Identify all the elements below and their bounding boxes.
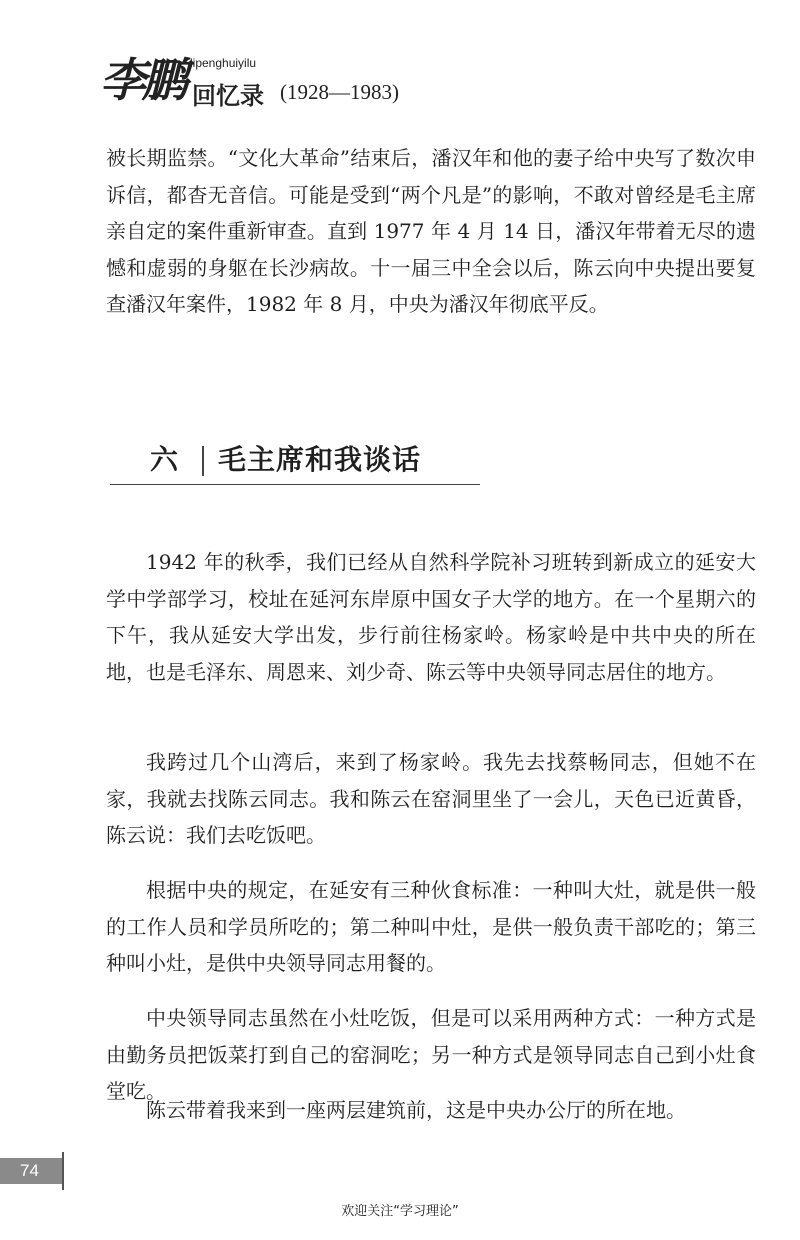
page-number-box	[0, 1158, 62, 1184]
book-years: (1928—1983)	[280, 80, 399, 104]
page-number-rule	[62, 1152, 64, 1190]
author-signature: 李鹏	[100, 53, 184, 107]
section-heading	[110, 440, 480, 485]
paragraph: 根据中央的规定，在延安有三种伙食标准：一种叫大灶，就是供一般的工作人员和学员所吃的；第二种叫中灶，是供一般负责干部吃的；第三种叫小灶，是供中央领导同志用餐的。	[106, 878, 756, 975]
page-number: 74	[20, 1161, 39, 1180]
header-pinyin: lipenghuiyilu	[190, 56, 257, 70]
section-title: 毛主席和我谈话	[218, 443, 422, 476]
paragraph: 1942 年的秋季，我们已经从自然科学院补习班转到新成立的延安大学中学部学习，校址在延河东岸原中国女子大学的地方。在一个星期六的下午，我从延安大学出发，步行前往杨家岭。杨家岭是中共中央的所在地，也是毛泽东、周恩来、刘少奇、陈云等中央领导同志居住的地方。	[106, 550, 756, 684]
paragraph: 中央领导同志虽然在小灶吃饭，但是可以采用两种方式：一种方式是由勤务员把饭菜打到自己的窑洞吃；另一种方式是领导同志自己到小灶食堂吃。	[106, 1006, 756, 1103]
paragraph: 我跨过几个山湾后，来到了杨家岭。我先去找蔡畅同志，但她不在家，我就去找陈云同志。我和陈云在窑洞里坐了一会儿，天色已近黄昏，陈云说：我们去吃饭吧。	[106, 750, 756, 847]
running-header	[100, 50, 720, 110]
paragraph: 被长期监禁。“文化大革命”结束后，潘汉年和他的妻子给中央写了数次申诉信，都杳无音信。可能是受到“两个凡是”的影响，不敢对曾经是毛主席亲自定的案件重新审查。直到 1977 年 4 月 14 日，潘汉年带着无尽的遗憾和虚弱的身躯在长沙病故。十一届三中全会以后，陈云向中央提出要复查潘汉年案件，1982 年 8 月，中央为潘汉年彻底平反。	[106, 146, 756, 316]
section-number: 六	[150, 443, 179, 476]
paragraph: 陈云带着我来到一座两层建筑前，这是中央办公厅的所在地。	[146, 1098, 686, 1122]
section-divider	[202, 446, 204, 476]
footer-note: 欢迎关注“学习理论”	[341, 1204, 459, 1219]
book-title: 回忆录	[192, 82, 264, 110]
